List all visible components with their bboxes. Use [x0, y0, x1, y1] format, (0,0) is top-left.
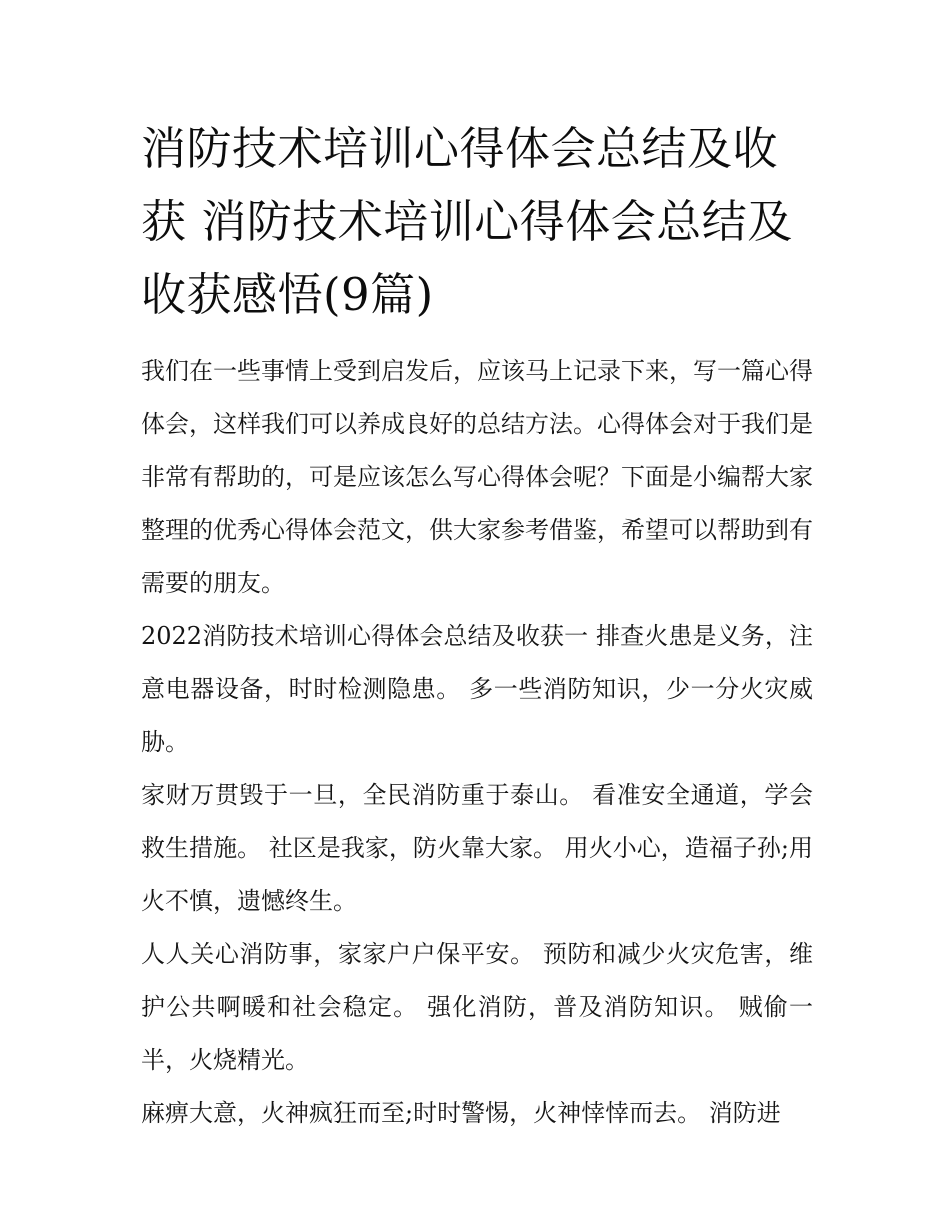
intro-paragraph: 我们在一些事情上受到启发后，应该马上记录下来，写一篇心得体会，这样我们可以养成良好的总结方法。心得体会对于我们是非常有帮助的，可是应该怎么写心得体会呢？下面是小编帮大家整理的优秀心得体会范文，供大家参考借鉴，希望可以帮助到有需要的朋友。: [141, 357, 813, 597]
document-body: [141, 112, 813, 1140]
body-paragraph: 2022消防技术培训心得体会总结及收获一 排查火患是义务，注意电器设备，时时检测隐患。 多一些消防知识，少一分火灾威胁。: [141, 622, 813, 756]
body-paragraph: 家财万贯毁于一旦，全民消防重于泰山。 看准安全通道，学会救生措施。 社区是我家，防火靠大家。 用火小心，造福子孙;用火不慎，遗憾终生。: [141, 781, 813, 915]
body-paragraph: 麻痹大意，火神疯狂而至;时时警惕，火神悻悻而去。 消防进: [141, 1099, 781, 1127]
body-paragraph: 人人关心消防事，家家户户保平安。 预防和减少火灾危害，维护公共啊暖和社会稳定。 强化消防，普及消防知识。 贼偷一半，火烧精光。: [141, 940, 813, 1074]
document-title: 消防技术培训心得体会总结及收获 消防技术培训心得体会总结及收获感悟(9篇): [141, 122, 793, 321]
